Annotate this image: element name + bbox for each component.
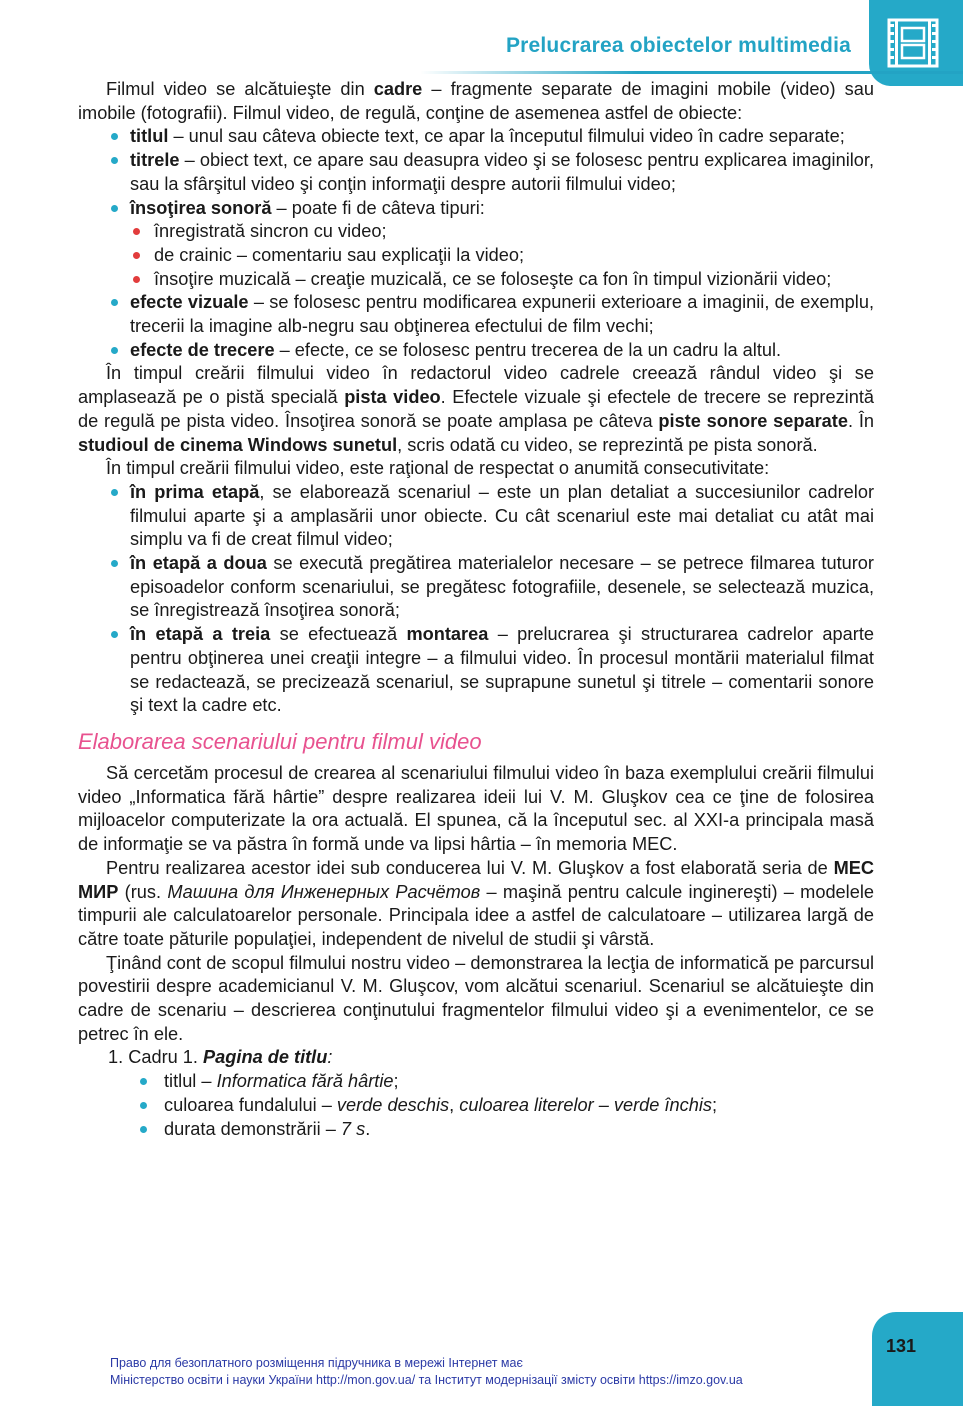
term: piste sonore separate (658, 410, 848, 431)
page-content (78, 78, 874, 1141)
definition: – unul sau câteva obiecte text, ce apar la începutul filmului video în cadre separate; (168, 126, 845, 147)
term: însoţirea sonoră (130, 197, 272, 218)
text-run: – fragmente separate de imagini mobile (video) sau imobile (fotografii). Filmul video, de regulă, conţine de asemenea astfel de obiecte: (78, 79, 874, 123)
definition: – efecte, ce se folosesc pentru trecerea de la un cadru la altul. (274, 339, 782, 360)
frame-1-item (78, 1094, 874, 1118)
paragraph-mec-mir (78, 857, 874, 952)
page-number: 131 (886, 1336, 917, 1356)
term: efecte vizuale (130, 292, 249, 313)
term: titlul (130, 126, 169, 147)
paragraph-tracks (78, 362, 874, 457)
frame-1-item (78, 1118, 874, 1142)
term: în etapă a treia (130, 624, 271, 645)
term: pista video (344, 387, 441, 408)
film-strip-icon (887, 18, 939, 68)
list-item-stage-1 (78, 481, 874, 552)
footer-line-2: Міністерство освіти і науки України http://mon.gov.ua/ та Інститут модернізації змісту освіти https://imzo.gov.ua (110, 1373, 743, 1387)
text-run: Filmul video se alcătuieşte din (106, 79, 374, 99)
text-run: Pentru realizarea acestor idei sub conducerea lui V. M. Gluşkov a fost elaborată seria de (106, 857, 834, 878)
russian-term: Машина для Инженерных Расчётов (167, 881, 481, 902)
text-run: . Efectele vizuale şi efectele de trecere se reprezintă de regulă pe pista video. Însoţirea sonoră se poate amplasa pe câteva (78, 387, 874, 431)
frame-1-heading (78, 1046, 874, 1070)
term: MEC МИР (78, 857, 874, 902)
text-run: (rus. (118, 881, 168, 902)
text-run: : (327, 1047, 333, 1068)
frame-title: Pagina de titlu (203, 1047, 328, 1068)
definition: – poate fi de câteva tipuri: (271, 197, 485, 218)
text-run: În timpul creării filmului video în redactorul video cadrele creează rândul video şi se amplasează pe o pistă specială (78, 363, 874, 408)
term: montarea (406, 624, 489, 645)
definition: – prelucrarea şi structurarea cadrelor aparte pentru obţinerea unei creaţii integre – a filmului video. În procesul montării materialul filmat se redactează, se precizează scenariul, se suprapune sunetul şi titrele – comentarii sonore şi text la cadre etc. (130, 624, 874, 716)
paragraph-scenario: Ţinând cont de scopul filmului nostru video – demonstrarea la lecţia de informatică pe parcursul povestirii despre academicianul V. M. Gluşcov, vom alcătui scenariul. Scenariul se alcătuieşte din cadre de scenariu – descrierea conţinutului fragmentelor filmului video şi a evenimentelor, ce se petrec în ele. (78, 952, 874, 1044)
item-value: verde deschis (336, 1094, 450, 1115)
item-value: culoarea literelor – verde închis (459, 1094, 712, 1115)
running-header-title: Prelucrarea obiectelor multimedia (505, 34, 851, 57)
footer-line-1: Право для безоплатного розміщення підручника в мережі Інтернет має (110, 1356, 523, 1370)
definition: , se elaborează scenariul – este un plan detaliat a succesiunilor cadrelor filmului aparte şi a amplasării unor obiecte. Cu cât scenariul este mai detaliat cu atât mai simplu va fi de creat filmul video; (130, 481, 874, 550)
text-run: , (449, 1094, 460, 1115)
frame-number: 1. Cadru 1. (108, 1047, 204, 1068)
text-run: , scris odată cu video, se reprezintă pe pista sonoră. (397, 434, 818, 455)
header-rule (420, 71, 963, 74)
definition: – obiect text, ce apare sau deasupra video şi se folosesc pentru explicarea imaginilor, sau la sfârşitul video şi conţin informaţii despre autorii filmului video; (130, 150, 874, 194)
definition: se execută pregătirea materialelor necesare – se petrece filmarea tuturor episoadelor conform scenariului, se pregătesc fotografiile, desenele, se selectează muzica, se înregistrează însoţirea sonoră; (130, 553, 874, 621)
list-item-insotirea-sonora (78, 197, 874, 221)
item-label: culoarea fundalului – (164, 1094, 337, 1115)
paragraph-gluskov: Să cercetăm procesul de crearea al scenariului filmului video în baza exemplului creării filmului video „Informatica fără hârtie” despre realizarea ideii lui V. M. Gluşkov cea ce ţine de folosirea mijloacelor computerizate la ora actuală. El spunea, că la începutul sec. al XXI-a principala masă de informaţie se va păstra în formă unde va lipsi hârtia – în memoria MEC. (78, 762, 874, 855)
term-cadre: cadre (373, 79, 423, 99)
list-item-titlul (78, 125, 874, 149)
sub-list-item: însoţire muzicală – creaţie muzicală, ce se foloseşte ca fon în timpul vizionării video; (78, 268, 874, 292)
text-run: ; (393, 1071, 399, 1092)
term: efecte de trecere (130, 339, 275, 360)
list-item-efecte-vizuale (78, 291, 874, 338)
list-item-stage-2 (78, 552, 874, 623)
sub-list-item: de crainic – comentariu sau explicaţii la video; (78, 244, 874, 268)
page-number-tab (872, 1312, 963, 1406)
footer-notice (110, 1355, 870, 1389)
term: în etapă a doua (130, 553, 267, 574)
section-heading: Elaborarea scenariului pentru filmul video (78, 728, 482, 754)
list-item-titrele (78, 149, 874, 196)
term: studioul de cinema Windows sunetul (78, 434, 398, 455)
term: în prima etapă (130, 481, 260, 502)
text-run: . În (847, 410, 874, 431)
frame-1-item (78, 1070, 874, 1094)
text-run: – maşină pentru calcule inginereşti) – modelele timpurii ale calculatoarelor personale. Principala idee a astfel de calculatoare – utilizarea largă de către toate păturile populaţiei, independent de nivelul de studii şi vârstă. (78, 881, 874, 949)
intro-paragraph (78, 78, 874, 125)
paragraph-sequence: În timpul creării filmului video, este raţional de respectat o anumită consecutivitate: (106, 458, 770, 479)
definition: – se folosesc pentru modificarea expunerii exterioare a imaginii, de exemplu, trecerii la imagine alb-negru sau obţinerea efectului de film vechi; (130, 292, 874, 337)
item-label: durata demonstrării – (164, 1118, 341, 1139)
text-run: ; (711, 1094, 718, 1115)
sub-list-item: înregistrată sincron cu video; (78, 220, 874, 244)
text-run: se efectuează (270, 624, 407, 645)
item-label: titlul – (164, 1071, 217, 1092)
item-value: Informatica fără hârtie (216, 1071, 394, 1092)
list-item-stage-3 (78, 623, 874, 718)
text-run: . (365, 1118, 371, 1139)
term: titrele (130, 150, 180, 171)
list-item-efecte-de-trecere (78, 339, 874, 363)
item-value: 7 s (340, 1118, 366, 1139)
